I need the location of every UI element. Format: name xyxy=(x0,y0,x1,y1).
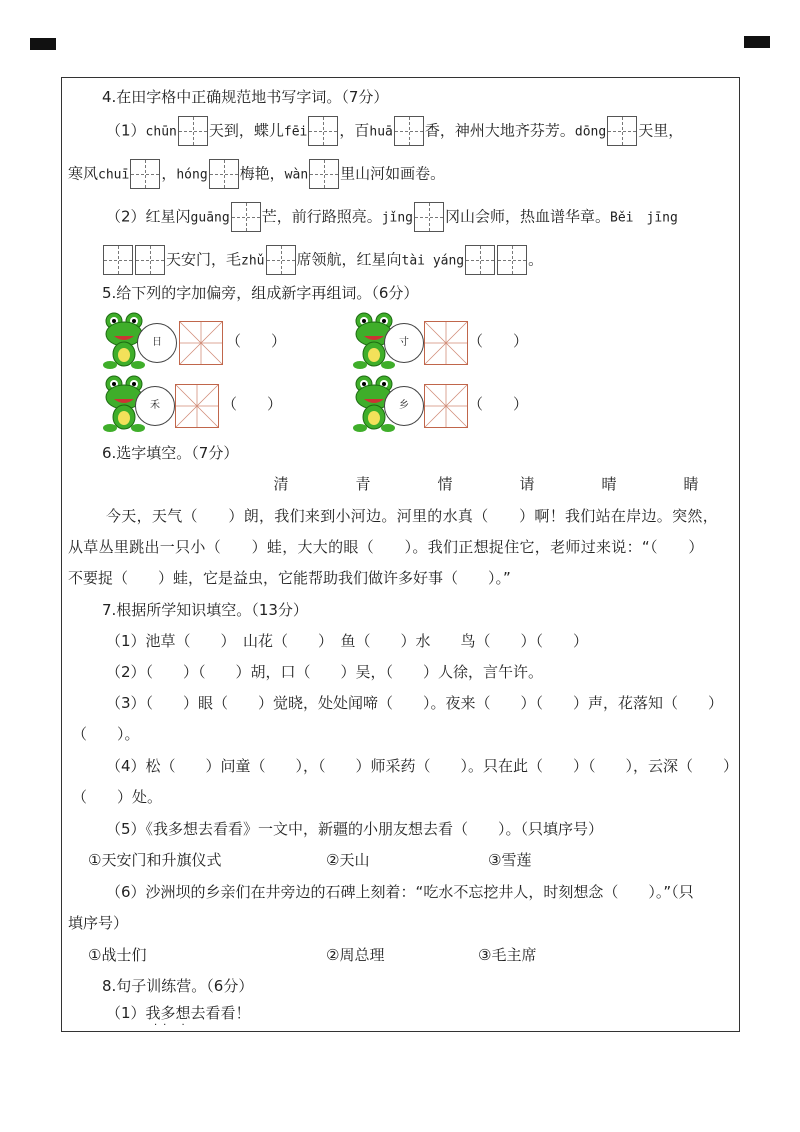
q4-line4: 天安门，毛zhǔ 席领航，红星向tài yáng 。 xyxy=(102,245,739,275)
q5-title: 5.给下列的字加偏旁，组成新字再组词。（6分） xyxy=(102,284,419,302)
q7-item6-option: ②周总理 xyxy=(326,946,385,964)
q4-line3: （2）红星闪guāng 芒，前行路照亮。jǐng 冈山会师，热血谱华章。Běi jīng xyxy=(106,202,739,232)
q4-line2: 寒风chuī ，hóng 梅艳，wàn 里山河如画卷。 xyxy=(68,159,739,189)
char-circle: 禾 xyxy=(135,386,175,426)
choice-char: 情 xyxy=(437,475,453,493)
q6-choice-chars xyxy=(240,471,739,497)
q7-item6-cont: 填序号） xyxy=(68,914,129,932)
q6-title: 6.选字填空。（7分） xyxy=(102,444,239,462)
q8-item1: （1）我多想去看看！ xyxy=(106,1004,251,1022)
corner-mark-right xyxy=(744,36,770,48)
tian-box[interactable] xyxy=(497,245,527,275)
emphasis-dots: ·· · xyxy=(154,1020,191,1031)
q7-item6-option: ①战士们 xyxy=(88,946,147,964)
corner-mark-left xyxy=(30,38,56,50)
q7-item3: （3）（ ）眼（ ）觉晓，处处闻啼（ ）。夜来（ ）（ ）声，花落知（ ） xyxy=(106,694,724,712)
tian-box[interactable] xyxy=(394,116,424,146)
tian-box[interactable] xyxy=(465,245,495,275)
tian-box[interactable] xyxy=(266,245,296,275)
q7-item2: （2）（ ）（ ）胡，口（ ）吴，（ ）人徐，言午许。 xyxy=(106,663,544,681)
choice-char: 晴 xyxy=(601,475,617,493)
q7-item1: （1）池草（ ） 山花（ ） 鱼（ ）水 鸟（ ）（ ） xyxy=(106,632,589,650)
answer-paren[interactable]: （ ） xyxy=(222,395,283,413)
tian-box[interactable] xyxy=(103,245,133,275)
q7-item6-option: ③毛主席 xyxy=(478,946,537,964)
tian-box[interactable] xyxy=(178,116,208,146)
q7-item4-cont: （ ）处。 xyxy=(72,788,163,806)
char-circle: 日 xyxy=(137,323,177,363)
tian-box[interactable] xyxy=(130,159,160,189)
q8-title: 8.句子训练营。（6分） xyxy=(102,977,254,995)
q6-paragraph-line1: 今天，天气（ ）朗，我们来到小河边。河里的水真（ ）啊！我们站在岸边。突然， xyxy=(106,507,719,525)
worksheet-frame xyxy=(61,77,740,1032)
q7-item5: （5）《我多想去看看》一文中，新疆的小朋友想去看（ ）。（只填序号） xyxy=(106,820,604,838)
answer-paren[interactable]: （ ） xyxy=(226,332,287,350)
tian-box[interactable] xyxy=(308,116,338,146)
char-circle: 乡 xyxy=(384,386,424,426)
tian-box[interactable] xyxy=(231,202,261,232)
char-circle: 寸 xyxy=(384,323,424,363)
q4-line1: （1）chūn 天到，蝶儿fēi ，百huā 香，神州大地齐芬芳。dōng 天里， xyxy=(106,116,739,146)
mi-grid-box[interactable] xyxy=(424,384,468,428)
choice-char: 睛 xyxy=(683,475,699,493)
q7-item5-option: ③雪莲 xyxy=(488,851,532,869)
q7-item5-option: ①天安门和升旗仪式 xyxy=(88,851,222,869)
q7-item5-option: ②天山 xyxy=(326,851,370,869)
mi-grid-box[interactable] xyxy=(175,384,219,428)
choice-char: 请 xyxy=(519,475,535,493)
tian-box[interactable] xyxy=(607,116,637,146)
tian-box[interactable] xyxy=(309,159,339,189)
q7-item4: （4）松（ ）问童（ ），（ ）师采药（ ）。只在此（ ）（ ），云深（ ） xyxy=(106,757,739,775)
answer-paren[interactable]: （ ） xyxy=(468,395,529,413)
choice-char: 青 xyxy=(355,475,371,493)
q4-title: 4.在田字格中正确规范地书写字词。（7分） xyxy=(102,88,389,106)
q6-paragraph-line2: 从草丛里跳出一只小（ ）蛙，大大的眼（ ）。我们正想捉住它，老师过来说：“（ ） xyxy=(68,538,704,556)
q7-title: 7.根据所学知识填空。（13分） xyxy=(102,601,308,619)
mi-grid-box[interactable] xyxy=(424,321,468,365)
answer-paren[interactable]: （ ） xyxy=(468,332,529,350)
mi-grid-box[interactable] xyxy=(179,321,223,365)
q7-item3-cont: （ ）。 xyxy=(72,725,140,743)
tian-box[interactable] xyxy=(414,202,444,232)
tian-box[interactable] xyxy=(209,159,239,189)
tian-box[interactable] xyxy=(135,245,165,275)
choice-char: 清 xyxy=(273,475,289,493)
q6-paragraph-line3: 不要捉（ ）蛙，它是益虫，它能帮助我们做许多好事（ ）。” xyxy=(68,569,511,587)
q7-item6: （6）沙洲坝的乡亲们在井旁边的石碑上刻着：“吃水不忘挖井人，时刻想念（ ）。”（只 xyxy=(106,883,694,901)
